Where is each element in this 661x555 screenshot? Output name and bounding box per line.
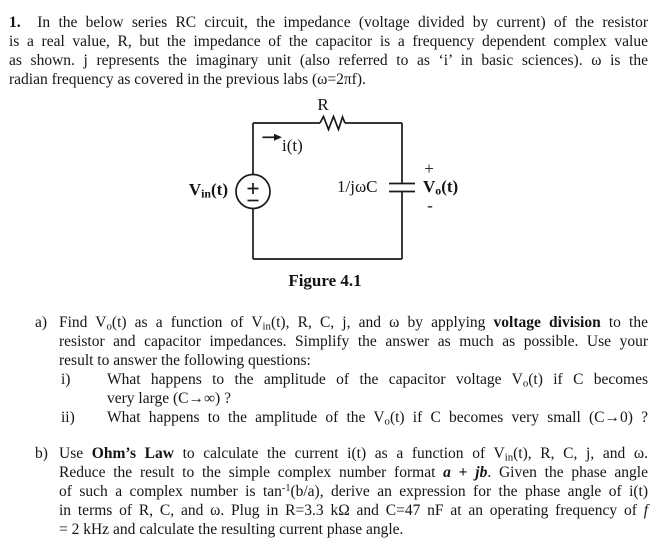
output-polarity-plus: + — [424, 159, 434, 178]
part-a-marker: a) — [35, 314, 48, 331]
part-a-lines — [59, 313, 648, 370]
current-arrow-icon — [263, 134, 283, 141]
current-label: i(t) — [282, 136, 303, 155]
sub-item-i-marker: i) — [61, 371, 71, 388]
circuit-diagram — [230, 90, 430, 265]
text-line: is a real value, R, but the impedance of the capacitor is a frequency dependent complex value — [9, 33, 648, 50]
sub-item-ii — [59, 408, 648, 427]
part-b-lines — [59, 444, 648, 539]
voltage-source-symbol — [236, 175, 270, 209]
figure-caption: Figure 4.1 — [288, 271, 362, 290]
part-b-content — [59, 444, 648, 539]
problem-statement — [9, 13, 648, 89]
text-line: Use Ohm’s Law to calculate the current i(t) as a function of $V_{in}(t)$, R, C, j, and ω. — [59, 445, 648, 464]
text-line: resistor and capacitor impedances. Simplify the answer as much as possible. Use your — [59, 333, 648, 350]
sub-item-ii-lines — [107, 408, 648, 427]
sub-item-i — [59, 370, 648, 408]
sub-item-i-lines — [107, 370, 648, 408]
text-line: as shown. j represents the imaginary unit (also referred to as ‘i’ in basic sciences). ω is the — [9, 52, 648, 69]
text-line: very large (C→∞) ? — [107, 390, 231, 407]
text-line: Find $V_o(t)$ as a function of $V_{in}(t)$, R, C, j, and ω by applying voltage division to the — [59, 314, 648, 333]
text-line: radian frequency as covered in the previous labs (ω=2πf). — [9, 71, 366, 88]
resistor-label: R — [317, 95, 329, 114]
wire-loop — [253, 123, 402, 259]
text-line: = 2 kHz and calculate the resulting current phase angle. — [59, 521, 404, 538]
part-a-content — [59, 313, 648, 427]
part-a — [35, 313, 648, 427]
capacitor-symbol — [389, 184, 415, 192]
text-line: Reduce the result to the simple complex number format a + jb. Given the phase angle — [59, 464, 648, 481]
sub-item-ii-marker: ii) — [61, 409, 75, 426]
part-b — [35, 444, 648, 539]
output-voltage-label: $V_o(t)$ — [423, 177, 459, 198]
capacitor-impedance-label: 1/jωC — [337, 177, 378, 196]
text-line: in terms of R, C, and ω. Plug in R=3.3 kΩ and C=47 nF at an operating frequency of f — [59, 502, 648, 519]
text-line: result to answer the following questions: — [59, 352, 311, 369]
text-line: 1. In the below series RC circuit, the impedance (voltage divided by current) of the resistor — [9, 14, 648, 31]
part-b-marker: b) — [35, 445, 48, 462]
text-line: What happens to the amplitude of the $V_o(t)$ if C becomes very small (C→0) ? — [107, 409, 648, 428]
output-polarity-minus: - — [427, 196, 433, 215]
source-voltage-label: $V_{in}(t)$ — [188, 180, 228, 201]
text-line: What happens to the amplitude of the capacitor voltage $V_o(t)$ if C becomes — [107, 371, 648, 390]
resistor-symbol — [320, 117, 345, 130]
text-line: of such a complex number is $\tan^{-1}(b/a)$, derive an expression for the phase angle of i(t) — [59, 482, 649, 500]
